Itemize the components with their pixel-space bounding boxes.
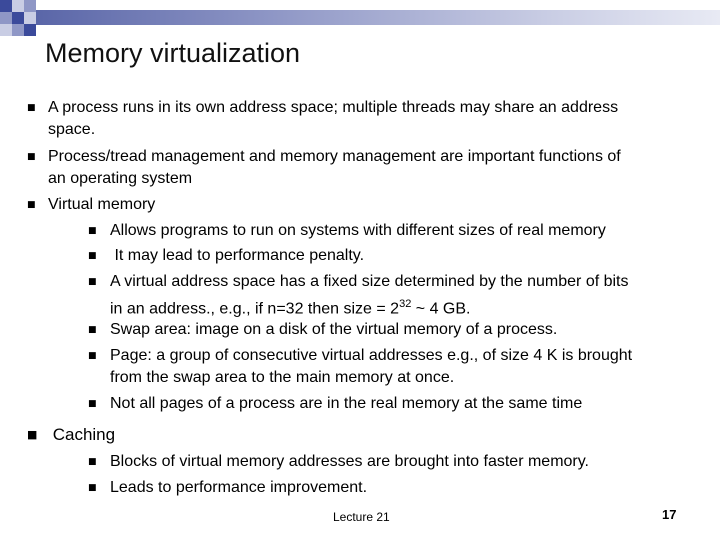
bullet-text: A process runs in its own address space; multiple threads may share an address xyxy=(48,99,619,116)
sub-bullet-icon: ■ xyxy=(88,351,97,361)
sub-bullet-icon: ■ xyxy=(88,251,97,261)
text-segment: ~ 4 GB. xyxy=(411,300,471,318)
bullet-text: Process/tread management and memory management are important functions of xyxy=(48,148,621,165)
sub-bullet-text: Blocks of virtual memory addresses are brought into faster memory. xyxy=(110,453,589,470)
bullet-text: an operating system xyxy=(48,170,193,187)
sub-bullet-text: Leads to performance improvement. xyxy=(110,479,368,496)
sub-bullet-text: Page: a group of consecutive virtual addresses e.g., of size 4 K is brought xyxy=(110,347,633,364)
sub-bullet-icon: ■ xyxy=(88,277,97,287)
page-number: 17 xyxy=(662,507,677,522)
sub-bullet-text xyxy=(110,293,470,320)
sub-bullet-text: A virtual address space has a fixed size determined by the number of bits xyxy=(110,273,629,290)
sub-bullet-icon: ■ xyxy=(88,399,97,409)
sub-bullet-text: Swap area: image on a disk of the virtual memory of a process. xyxy=(110,321,558,338)
sub-bullet-text: Not all pages of a process are in the real memory at the same time xyxy=(110,395,583,412)
superscript: 32 xyxy=(399,298,412,310)
sub-bullet-icon: ■ xyxy=(88,226,97,236)
sub-bullet-text: It may lead to performance penalty. xyxy=(110,247,365,264)
bullet-icon: ■ xyxy=(27,428,38,441)
text-segment: in an address., e.g., if n=32 then size = 2 xyxy=(110,300,400,318)
slide-title: Memory virtualization xyxy=(45,38,301,68)
sub-bullet-text: Allows programs to run on systems with different sizes of real memory xyxy=(110,222,606,239)
bullet-text: Virtual memory xyxy=(48,196,156,213)
bullet-icon: ■ xyxy=(27,200,36,210)
sub-bullet-text: from the swap area to the main memory at once. xyxy=(110,369,455,386)
sub-bullet-icon: ■ xyxy=(88,483,97,493)
bullet-text: Caching xyxy=(48,425,116,444)
header-band xyxy=(36,10,720,25)
sub-bullet-icon: ■ xyxy=(88,457,97,467)
bullet-text: space. xyxy=(48,121,96,138)
sub-bullet-icon: ■ xyxy=(88,325,97,335)
bullet-icon: ■ xyxy=(27,103,36,113)
bullet-icon: ■ xyxy=(27,152,36,162)
footer-text: Lecture 21 xyxy=(333,510,390,524)
